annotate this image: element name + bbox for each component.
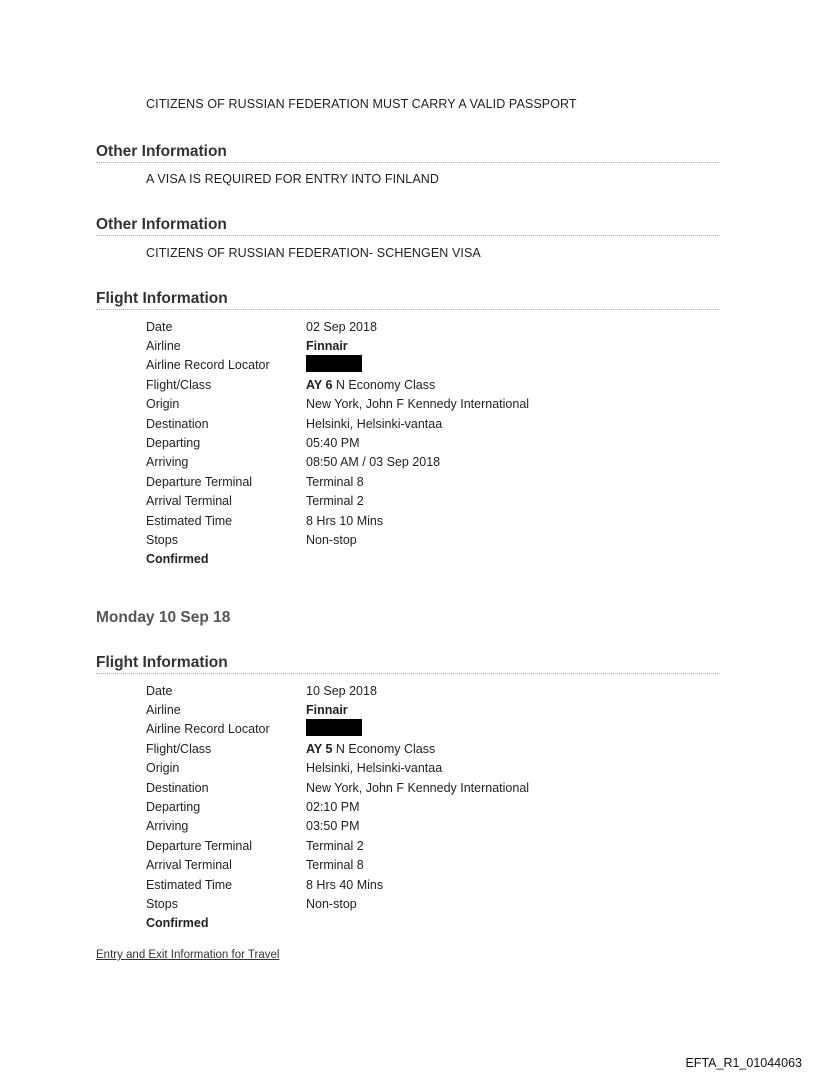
stops-row xyxy=(146,894,706,913)
arriving-label: Arriving xyxy=(146,819,189,834)
airline-value: Finnair xyxy=(306,703,348,718)
document-id: EFTA_R1_01044063 xyxy=(685,1056,802,1070)
date-value: 10 Sep 2018 xyxy=(306,683,377,698)
arriving-row xyxy=(146,817,706,836)
departing-row xyxy=(146,797,706,816)
date-label: Date xyxy=(146,319,173,334)
flight-number: AY 5 xyxy=(306,741,333,756)
cabin-class: N Economy Class xyxy=(332,377,436,392)
destination-row xyxy=(146,414,706,433)
redacted-record-locator xyxy=(306,355,362,372)
day-heading: Monday 10 Sep 18 xyxy=(96,609,231,626)
estimated-time-label: Estimated Time xyxy=(146,877,233,892)
record-locator-row xyxy=(146,720,706,739)
airline-row xyxy=(146,700,706,719)
arrival-terminal-row xyxy=(146,492,706,511)
arrival-terminal-value: Terminal 8 xyxy=(306,858,364,873)
origin-value: Helsinki, Helsinki-vantaa xyxy=(306,761,443,776)
estimated-time-row xyxy=(146,511,706,530)
date-label: Date xyxy=(146,683,173,698)
booking-status: Confirmed xyxy=(146,915,209,930)
booking-status: Confirmed xyxy=(146,551,209,566)
departure-terminal-row xyxy=(146,836,706,855)
departing-row xyxy=(146,433,706,452)
departing-value: 02:10 PM xyxy=(306,800,360,815)
arriving-row xyxy=(146,453,706,472)
stops-row xyxy=(146,530,706,549)
origin-label: Origin xyxy=(146,397,180,412)
flight-details-return xyxy=(146,681,706,933)
destination-label: Destination xyxy=(146,416,209,431)
record-locator-label: Airline Record Locator xyxy=(146,722,270,737)
flight-class-row xyxy=(146,375,706,394)
airline-label: Airline xyxy=(146,339,181,354)
date-value: 02 Sep 2018 xyxy=(306,319,377,334)
arrival-terminal-row xyxy=(146,856,706,875)
arrival-terminal-value: Terminal 2 xyxy=(306,494,364,509)
departing-label: Departing xyxy=(146,800,201,815)
departure-terminal-label: Departure Terminal xyxy=(146,838,253,853)
origin-row xyxy=(146,759,706,778)
cabin-class: N Economy Class xyxy=(332,741,436,756)
stops-value: Non-stop xyxy=(306,896,357,911)
schengen-visa-note: CITIZENS OF RUSSIAN FEDERATION- SCHENGEN VISA xyxy=(146,246,481,260)
date-row xyxy=(146,681,706,700)
other-information-header: Other Information xyxy=(96,143,720,163)
record-locator-label: Airline Record Locator xyxy=(146,358,270,373)
redacted-record-locator xyxy=(306,719,362,736)
date-row xyxy=(146,317,706,336)
origin-row xyxy=(146,395,706,414)
departure-terminal-value: Terminal 2 xyxy=(306,838,364,853)
stops-label: Stops xyxy=(146,896,178,911)
arrival-terminal-label: Arrival Terminal xyxy=(146,494,232,509)
flight-class-label: Flight/Class xyxy=(146,377,212,392)
flight-details-outbound xyxy=(146,317,706,569)
estimated-time-row xyxy=(146,875,706,894)
flight-information-header: Flight Information xyxy=(96,654,720,674)
stops-value: Non-stop xyxy=(306,532,357,547)
departure-terminal-label: Departure Terminal xyxy=(146,474,253,489)
flight-class-label: Flight/Class xyxy=(146,741,212,756)
estimated-time-value: 8 Hrs 40 Mins xyxy=(306,877,384,892)
origin-value: New York, John F Kennedy International xyxy=(306,397,530,412)
destination-value: New York, John F Kennedy International xyxy=(306,780,530,795)
departing-value: 05:40 PM xyxy=(306,436,360,451)
estimated-time-label: Estimated Time xyxy=(146,513,233,528)
record-locator-row xyxy=(146,356,706,375)
destination-label: Destination xyxy=(146,780,209,795)
other-information-header: Other Information xyxy=(96,216,720,236)
departure-terminal-value: Terminal 8 xyxy=(306,474,364,489)
entry-exit-info-link[interactable]: Entry and Exit Information for Travel xyxy=(96,949,280,961)
arrival-terminal-label: Arrival Terminal xyxy=(146,858,232,873)
flight-information-header: Flight Information xyxy=(96,290,720,310)
estimated-time-value: 8 Hrs 10 Mins xyxy=(306,513,384,528)
flight-number: AY 6 xyxy=(306,377,333,392)
flight-class-row xyxy=(146,739,706,758)
passport-requirement-note: CITIZENS OF RUSSIAN FEDERATION MUST CARRY A VALID PASSPORT xyxy=(146,97,577,111)
departure-terminal-row xyxy=(146,472,706,491)
airline-value: Finnair xyxy=(306,339,348,354)
stops-label: Stops xyxy=(146,532,178,547)
arriving-value: 08:50 AM / 03 Sep 2018 xyxy=(306,455,441,470)
origin-label: Origin xyxy=(146,761,180,776)
destination-row xyxy=(146,778,706,797)
airline-row xyxy=(146,336,706,355)
visa-requirement-note: A VISA IS REQUIRED FOR ENTRY INTO FINLAND xyxy=(146,172,440,186)
departing-label: Departing xyxy=(146,436,201,451)
arriving-label: Arriving xyxy=(146,455,189,470)
airline-label: Airline xyxy=(146,703,181,718)
destination-value: Helsinki, Helsinki-vantaa xyxy=(306,416,443,431)
arriving-value: 03:50 PM xyxy=(306,819,360,834)
